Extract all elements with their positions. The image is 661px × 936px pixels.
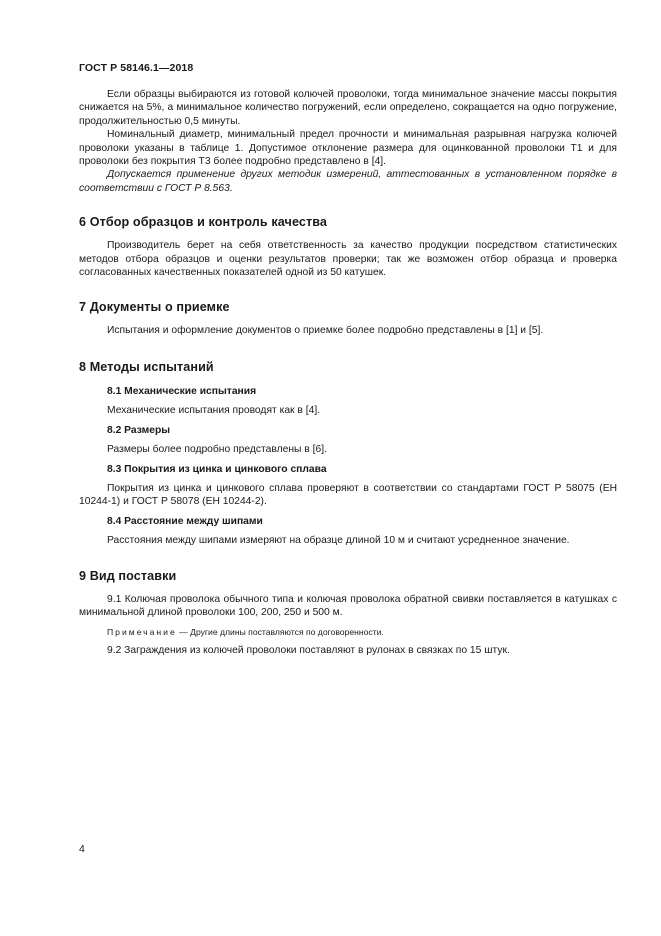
subsection-8-4-title: 8.4 Расстояние между шипами xyxy=(107,515,263,527)
subsection-8-3-text: Покрытия из цинка и цинкового сплава проверяют в соответствии со стандартами ГОСТ Р 58075 (ЕН 10244-1) и ГОСТ Р 58078 (ЕН 10244-2). xyxy=(79,482,617,508)
section-7-title: 7 Документы о приемке xyxy=(79,300,230,315)
section-7-paragraph: Испытания и оформление документов о приемке более подробно представлены в [1] и [5]. xyxy=(107,325,544,337)
note-label: Примечание xyxy=(107,627,177,638)
document-header: ГОСТ Р 58146.1—2018 xyxy=(79,62,194,74)
intro-paragraph-3: Допускается применение других методик измерений, аттестованных в установленном порядке в соответствии с ГОСТ Р 8.563. xyxy=(79,169,617,194)
subsection-9-1-text: 9.1 Колючая проволока обычного типа и колючая проволока обратной свивки поставляется в катушках с минимальной длиной проволоки 100, 200, 250 и 500 м. xyxy=(79,593,617,618)
subsection-8-1-text: Механические испытания проводят как в [4]. xyxy=(107,405,321,417)
section-6-paragraph: Производитель берет на себя ответственность за качество продукции посредством статистических методов отбора образцов и оценки результатов проверки; так же возможен отбор образца и проверка согласованных качественных показателей одной из 50 катушек. xyxy=(79,240,617,279)
subsection-8-3-title: 8.3 Покрытия из цинка и цинкового сплава xyxy=(107,463,327,475)
intro-paragraph-1: Если образцы выбираются из готовой колючей проволоки, тогда минимальное значение массы покрытия снижается на 5%, а минимальное количество погружений, если определено, сокращается на одно погружение, продолжительностью 0,5 минуты. xyxy=(79,89,617,127)
note xyxy=(79,626,617,638)
section-6-title: 6 Отбор образцов и контроль качества xyxy=(79,215,328,230)
intro-paragraph-2: Номинальный диаметр, минимальный предел прочности и минимальная разрывная нагрузка колючей проволоки указаны в таблице 1. Допустимое отклонение размера для оцинкованной проволоки Т1 и для проволоки без покрытия Т3 более подробно представлено в [4]. xyxy=(79,129,617,168)
subsection-9-2-text: 9.2 Заграждения из колючей проволоки поставляют в рулонах в связках по 15 штук. xyxy=(107,645,510,657)
section-8-title: 8 Методы испытаний xyxy=(79,359,214,374)
section-9-title: 9 Вид поставки xyxy=(79,568,177,583)
page-number: 4 xyxy=(79,843,85,855)
subsection-8-1-title: 8.1 Механические испытания xyxy=(107,385,257,397)
subsection-8-2-text: Размеры более подробно представлены в [6]. xyxy=(107,444,327,456)
note-text: — Другие длины поставляются по договоренности. xyxy=(176,627,384,638)
document-body xyxy=(79,88,617,658)
subsection-8-4-text: Расстояния между шипами измеряют на образце длиной 10 м и считают усредненное значение. xyxy=(107,535,570,547)
subsection-8-2-title: 8.2 Размеры xyxy=(107,424,171,436)
